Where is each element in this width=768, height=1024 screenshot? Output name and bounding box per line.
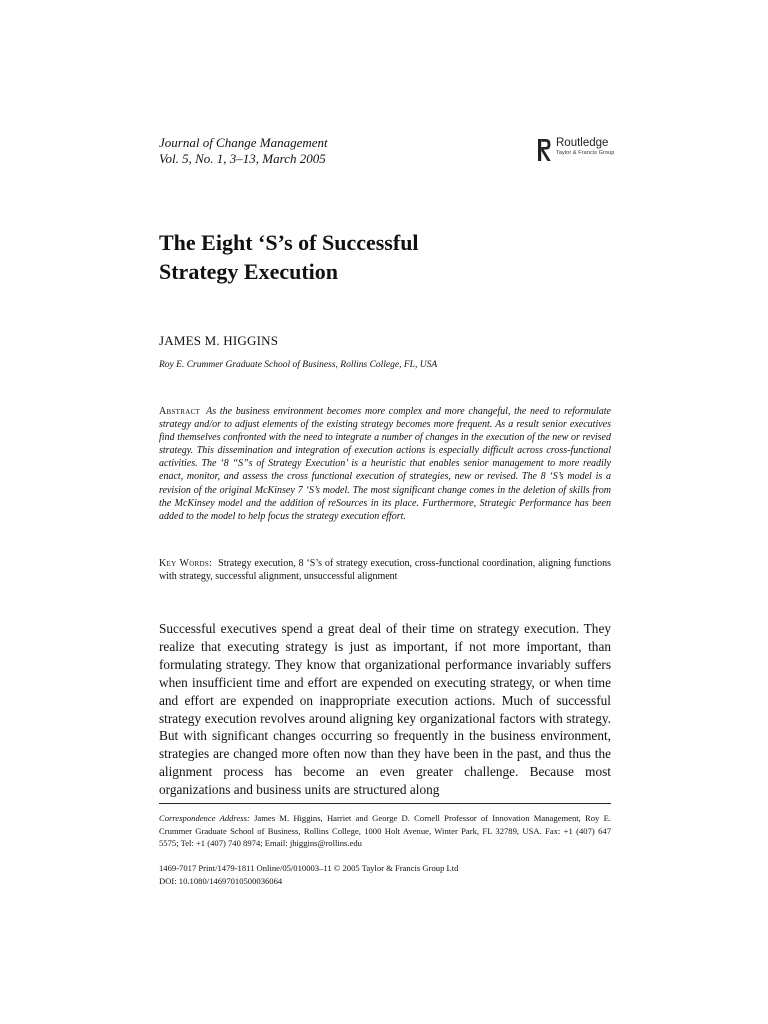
abstract xyxy=(159,405,611,523)
abstract-text: As the business environment becomes more complex and more changeful, the need to reformulate strategy and/or to adjust elements of the existing strategy becomes more frequent. As a result senior executives find themselves confronted with the need to integrate a number of changes in the execution of the new or revised strategy. This dissemination and integration of execution actions is especially difficult across cross-functional activities. The ‘8 “S”s of Strategy Execution’ is a heuristic that enables senior management to more readily enact, monitor, and assess the cross functional execution of strategies, new or revised. The 8 ‘S’s model is a revision of the original McKinsey 7 ‘S’s model. The most significant change comes in the deletion of skills from the McKinsey model and the addition of reSources in its place. Furthermore, Strategic Performance has been added to the model to help focus the strategy execution effort. xyxy=(159,406,611,522)
abstract-label: Abstract xyxy=(159,406,201,417)
routledge-r-icon xyxy=(538,137,552,163)
author-affiliation: Roy E. Crummer Graduate School of Business, Rollins College, FL, USA xyxy=(159,360,438,370)
journal-header xyxy=(159,135,328,167)
publisher-name: Routledge xyxy=(556,137,609,149)
keywords-label: Key Words: xyxy=(159,558,213,569)
publisher-sub: Taylor & Francis Group xyxy=(556,150,615,156)
author-name: JAMES M. HIGGINS xyxy=(159,333,279,348)
correspondence-label: Correspondence Address: xyxy=(159,813,250,823)
paper-title xyxy=(159,228,419,286)
footnote-divider xyxy=(159,803,611,804)
publication-info xyxy=(159,862,458,887)
publisher-logo xyxy=(538,137,614,163)
title-line-2: Strategy Execution xyxy=(159,259,339,284)
journal-name: Journal of Change Management xyxy=(159,135,328,150)
issn-line: 1469-7017 Print/1479-1811 Online/05/010003–11 © 2005 Taylor & Francis Group Ltd xyxy=(159,863,459,873)
keywords xyxy=(159,557,611,583)
body-paragraph: Successful executives spend a great deal of their time on strategy execution. They realize that executing strategy is just as important, if not more important, than formulating strategy. They know that organizational performance invariably suffers when insufficient time and effort are expended on executing strategy, or when time and effort are expended on inappropriate execution actions. Much of successful strategy execution revolves around aligning key organizational factors with strategy. But with significant changes occurring so frequently in the business environment, strategies are changed more often now than they have been in the past, and thus the alignment process has become an even greater challenge. Because most organizations and business units are structured along xyxy=(159,621,611,798)
doi-line: DOI: 10.1080/14697010500036064 xyxy=(159,875,283,886)
correspondence-note xyxy=(159,812,611,850)
correspondence-text: James M. Higgins, Harriet and George D. Cornell Professor of Innovation Management, Roy E. Crummer Graduate School of Business, Rollins College, 1000 Holt Avenue, Winter Park, FL 32789, USA. Fax: +1 (407) 647 5575; Tel: +1 (407) 740 8974; Email: jhiggins@rollins.edu xyxy=(159,813,611,849)
title-line-1: The Eight ‘S’s of Successful xyxy=(159,230,419,255)
keywords-text: Strategy execution, 8 ‘S’s of strategy execution, cross-functional coordination, aligning functions with strategy, successful alignment, unsuccessful alignment xyxy=(159,558,611,582)
journal-volume: Vol. 5, No. 1, 3–13, March 2005 xyxy=(159,151,326,166)
